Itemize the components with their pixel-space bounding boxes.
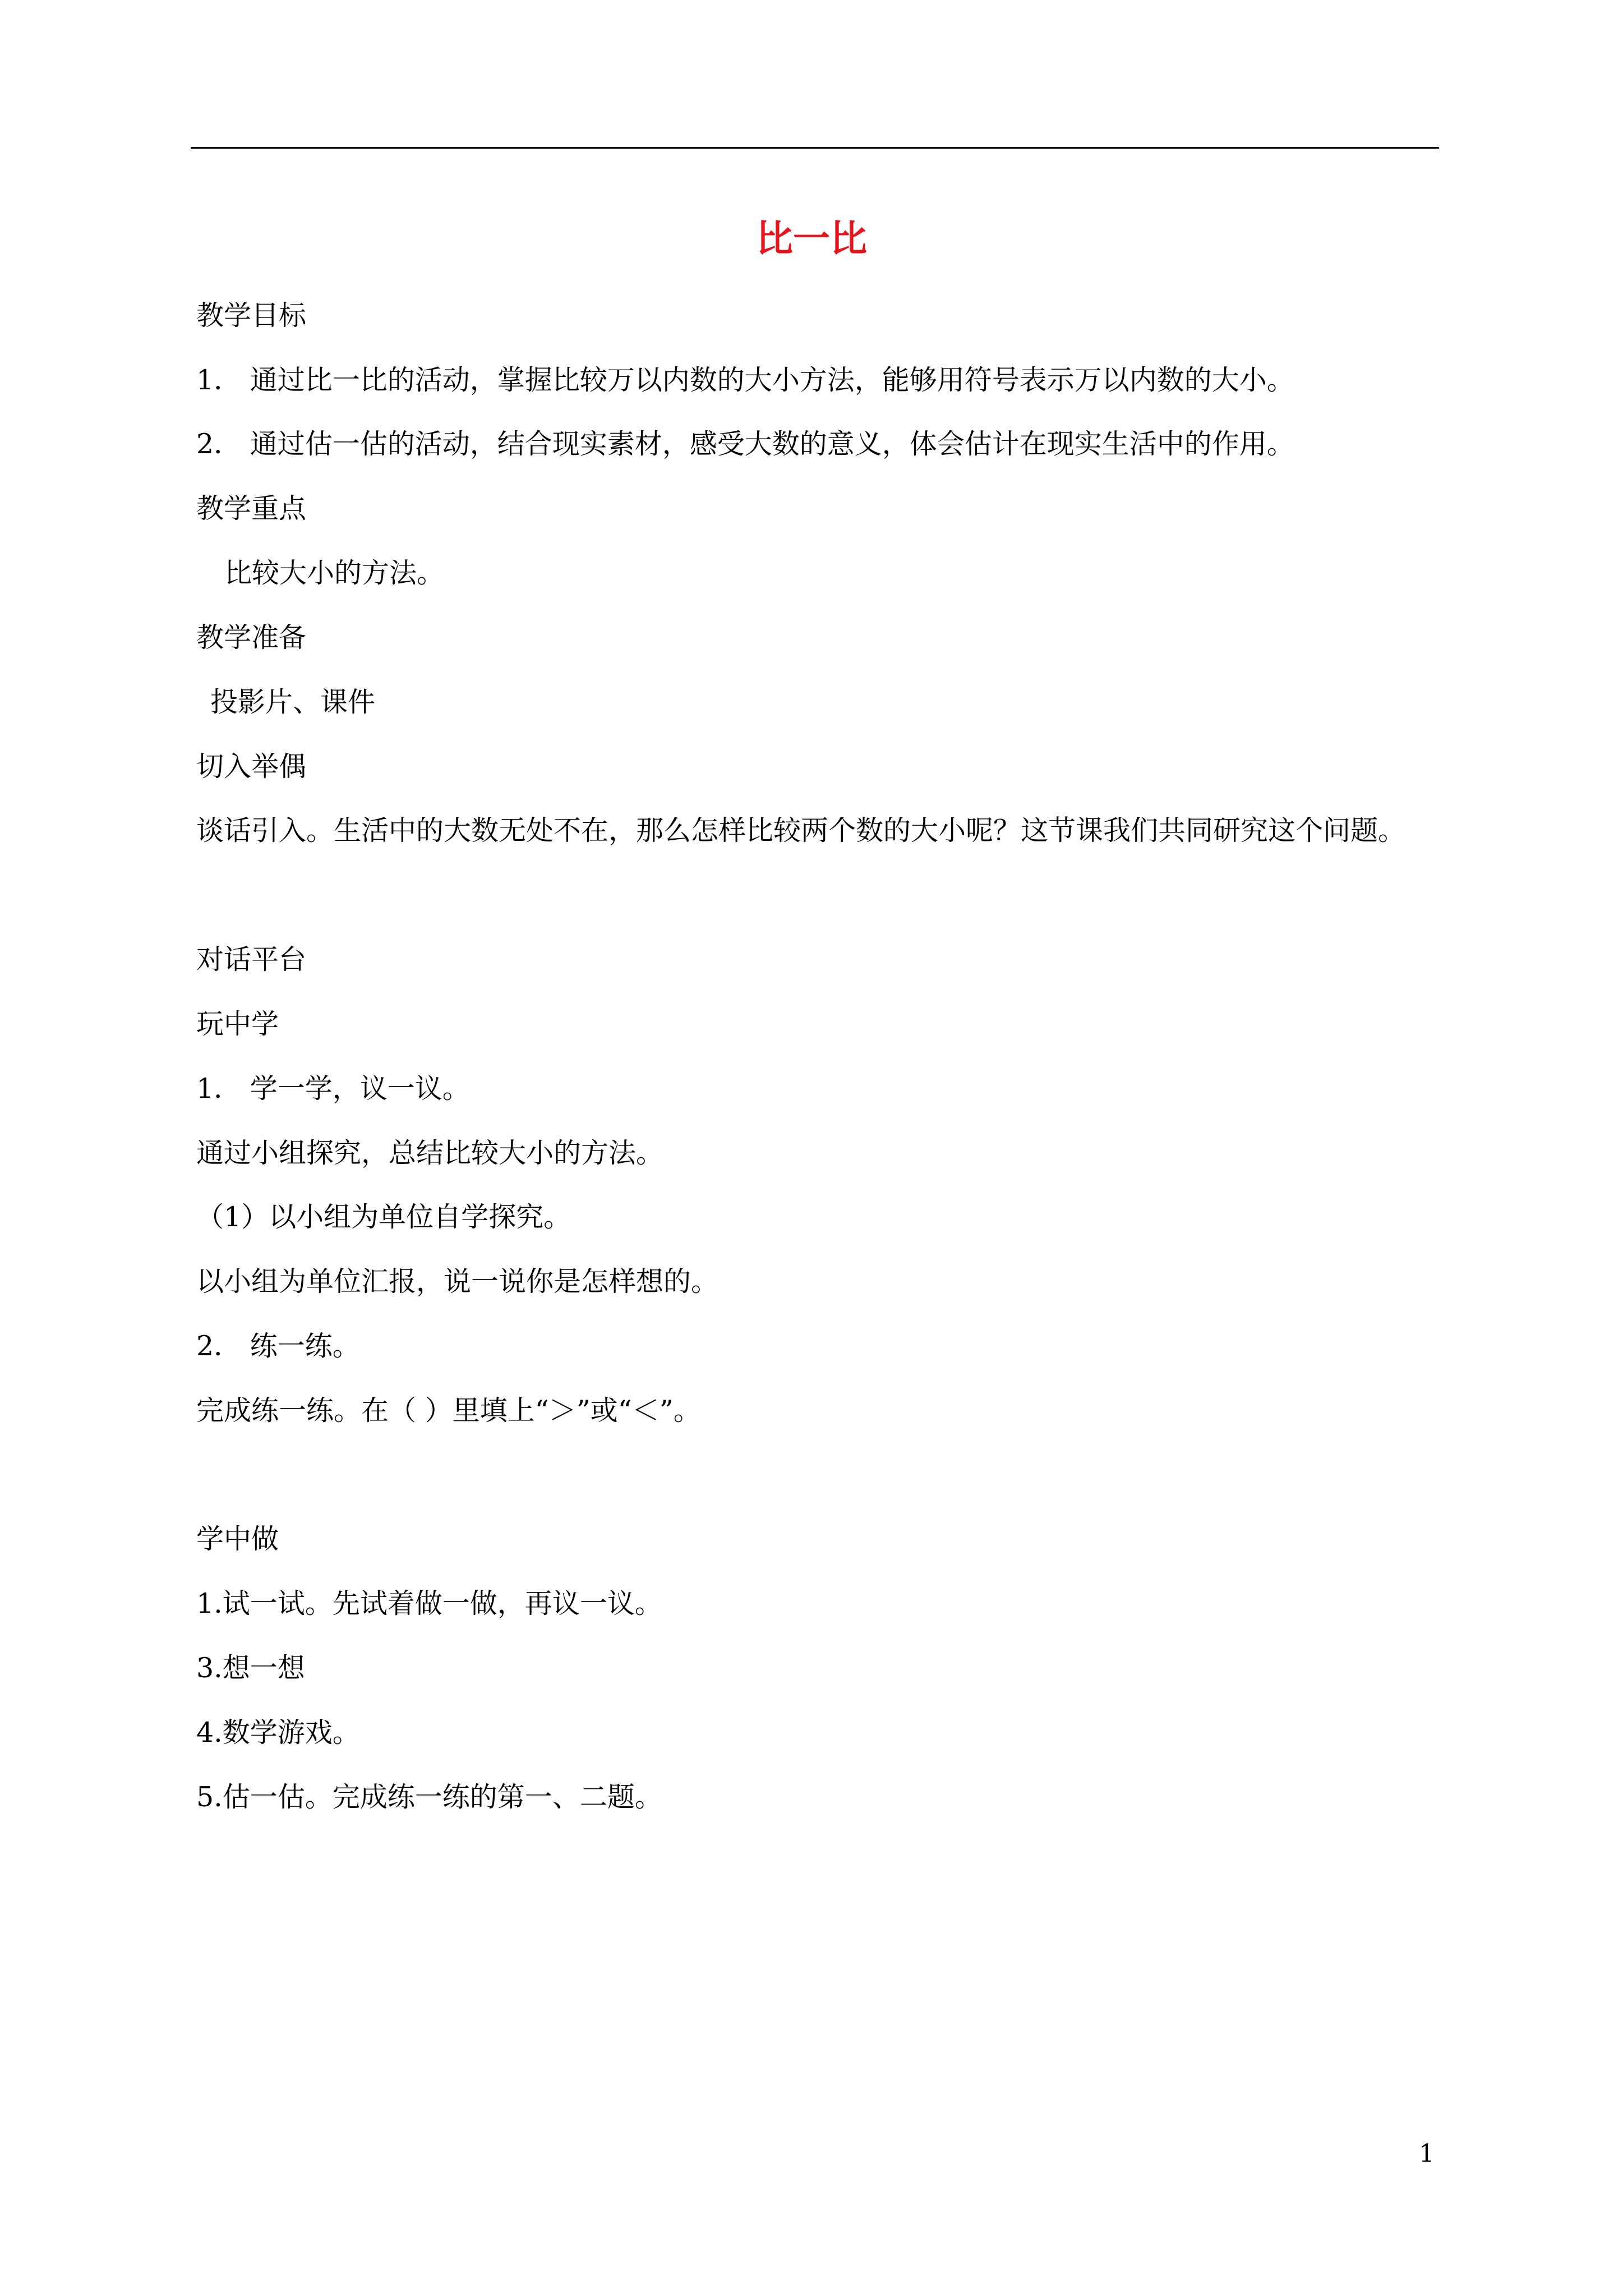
- doing-item-3: 3.想一想: [196, 1652, 305, 1684]
- heading-preparation: 教学准备: [196, 622, 307, 654]
- preparation-text: 投影片、课件: [210, 686, 376, 718]
- heading-teaching-goals: 教学目标: [196, 300, 307, 332]
- activity-subitem-1: （1）以小组为单位自学探究。: [196, 1201, 571, 1233]
- document-title: 比一比: [756, 217, 867, 260]
- activity-item-1: 1． 学一学，议一议。: [196, 1073, 470, 1105]
- activity-text: 通过小组探究，总结比较大小的方法。: [196, 1137, 664, 1169]
- heading-dialogue-platform: 对话平台: [196, 944, 307, 976]
- activity-item-2: 2． 练一练。: [196, 1330, 360, 1362]
- introduction-text: 谈话引入。生活中的大数无处不在，那么怎样比较两个数的大小呢？这节课我们共同研究这个问题。: [196, 815, 1406, 846]
- heading-learn-by-doing: 学中做: [196, 1523, 279, 1555]
- doing-item-1: 1.试一试。先试着做一做，再议一议。: [196, 1588, 662, 1619]
- heading-introduction: 切入举偶: [196, 751, 307, 783]
- exercise-text: 完成练一练。在（ ）里填上“＞”或“＜”。: [196, 1395, 701, 1427]
- heading-key-points: 教学重点: [196, 493, 307, 524]
- activity-report-text: 以小组为单位汇报，说一说你是怎样想的。: [196, 1266, 719, 1297]
- header-rule: [191, 147, 1439, 149]
- doing-item-5: 5.估一估。完成练一练的第一、二题。: [196, 1781, 662, 1813]
- doing-item-4: 4.数学游戏。: [196, 1717, 360, 1749]
- goal-item-1: 1． 通过比一比的活动，掌握比较万以内数的大小方法，能够用符号表示万以内数的大小。: [196, 364, 1294, 396]
- heading-learn-by-play: 玩中学: [196, 1008, 279, 1040]
- goal-item-2: 2． 通过估一估的活动，结合现实素材，感受大数的意义，体会估计在现实生活中的作用。: [196, 428, 1294, 460]
- page-number: 1: [1419, 2139, 1435, 2168]
- key-point-text: 比较大小的方法。: [224, 557, 445, 589]
